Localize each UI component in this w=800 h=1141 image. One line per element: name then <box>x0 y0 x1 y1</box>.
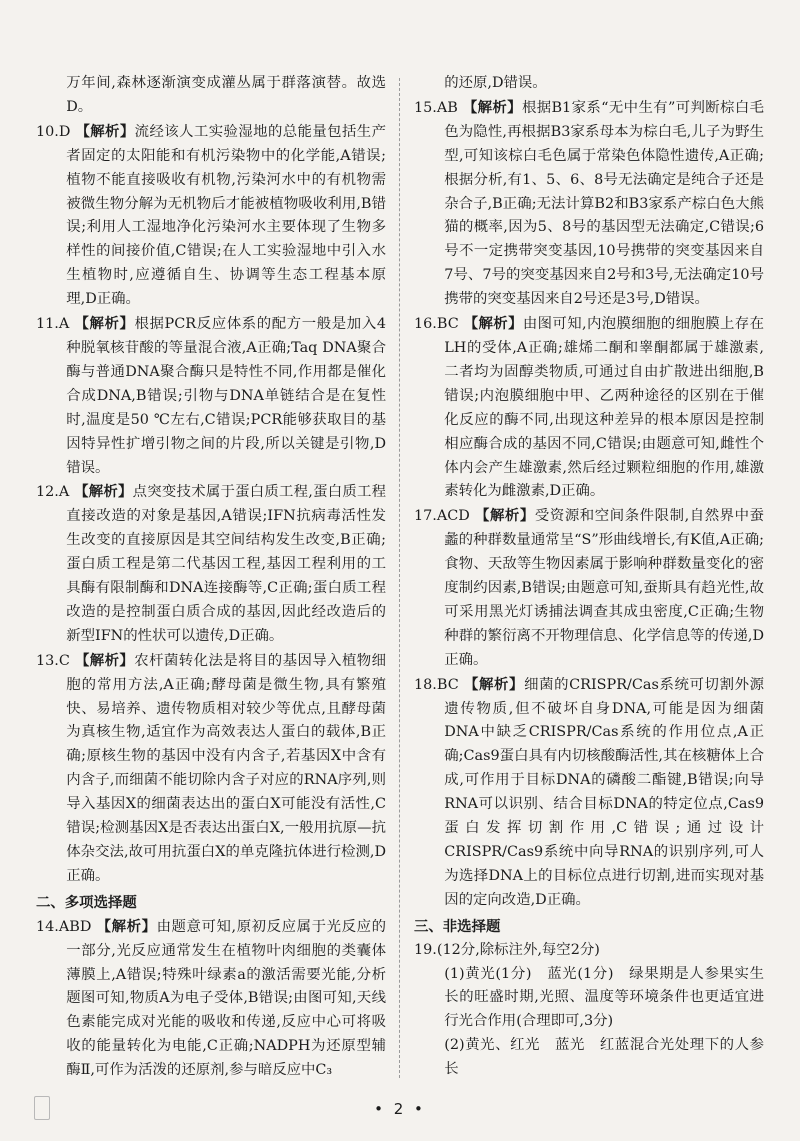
answer-item <box>36 120 386 312</box>
analysis-tag: 【解析】 <box>74 315 135 333</box>
analysis-tag: 【解析】 <box>96 917 157 935</box>
answer-text: 农杆菌转化法是将目的基因导入植物细胞的常用方法,A正确;酵母菌是微生物,具有繁殖快、易培养、遗传物质相对较少等优点,且酵母菌为真核生物,适宜作为高效表达人蛋白的载体,B正确;原核生物的基因中没有内含子,若基因X中含有内含子,而细菌不能切除内含子对应的RNA序列,则导入基因X的细菌表达出的蛋白X可能没有活性,C错误;检测基因X是否表达出蛋白X,一般用抗原—抗体杂交法,故可用抗蛋白X的单克隆抗体进行检测,D正确。 <box>66 652 386 884</box>
answer-number: 14.ABD <box>36 918 92 935</box>
answer-text: 细菌的CRISPR/Cas系统可切割外源遗传物质,但不破坏自身DNA,可能是因为细菌DNA中缺乏CRISPR/Cas系统的作用位点,A正确;Cas9蛋白具有内切核酸酶活性,其在核糖体上合成,可作用于目标DNA的磷酸二酯键,B错误;向导RNA可以识别、结合目标DNA的特定位点,Cas9蛋白发挥切割作用,C错误;通过设计CRISPR/Cas9系统中向导RNA的识别序列,可人为选择DNA上的目标位点进行切割,进而实现对基因的定向改造,D正确。 <box>444 676 765 908</box>
answer-text: 由题意可知,原初反应属于光反应的一部分,光反应通常发生在植物叶肉细胞的类囊体薄膜上,A错误;特殊叶绿素a的激活需要光能,分析题图可知,物质A为电子受体,B错误;由图可知,天线色素能完成对光能的吸收和传递,反应中心可将吸收的能量转化为电能,C正确;NADPH为还原型辅酶Ⅱ,可作为活泼的还原剂,参与暗反应中C₃ <box>66 918 386 1079</box>
right-column <box>414 72 764 1082</box>
answer-number: 16.BC <box>414 316 459 333</box>
analysis-tag: 【解析】 <box>75 122 135 140</box>
analysis-tag: 【解析】 <box>463 675 525 693</box>
answer-text: 流经该人工实验湿地的总能量包括生产者固定的太阳能和有机污染物中的化学能,A错误;植物不能直接吸收有机物,污染河水中的有机物需被微生物分解为无机物后才能被植物吸收利用,B错误;利用人工湿地净化污染河水主要体现了生物多样性的间接价值,C错误;在人工实验湿地中引入水生植物时,应遵循自生、协调等生态工程基本原理,D正确。 <box>66 123 386 308</box>
analysis-tag: 【解析】 <box>74 483 133 501</box>
answer-number: 18.BC <box>414 676 459 693</box>
answer-number: 13.C <box>36 652 70 669</box>
answer-item <box>414 312 764 504</box>
answer-number: 12.A <box>36 484 70 501</box>
answer-item <box>36 915 386 1083</box>
answer-number: 11.A <box>36 316 70 333</box>
answer-item <box>414 673 764 913</box>
question-header: 19.(12分,除标注外,每空2分) <box>414 941 600 958</box>
column-divider <box>399 78 400 1078</box>
section-heading: 三、非选择题 <box>414 917 501 935</box>
continuation-text: 的还原,D错误。 <box>444 75 547 91</box>
section-heading: 二、多项选择题 <box>36 893 137 911</box>
answer-number: 15.AB <box>414 99 458 116</box>
answer-item <box>36 312 386 480</box>
answer-item <box>414 504 764 672</box>
answer-number: 10.D <box>36 123 71 140</box>
answer-text: 受资源和空间条件限制,自然界中蚕蠡的种群数量通常呈“S”形曲线增长,有K值,A正确;食物、天敌等生物因素属于影响种群数量变化的密度制约因素,B错误;由题意可知,蚕斯具有趋光性,故可采用黑光灯诱捕法调查其成虫密度,C正确;生物种群的繁衍离不开物理信息、化学信息等的传递,D正确。 <box>444 508 764 668</box>
answer-text: 根据B1家系“无中生有”可判断棕白毛色为隐性,再根据B3家系母本为棕白毛,儿子为野生型,可知该棕白毛色属于常染色体隐性遗传,A正确;根据分析,有1、5、6、8号无法确定是纯合子还是杂合子,B正确;无法计算B2和B3家系产棕白色大熊猫的概率,因为5、8号的基因型无法确定,C错误;6号不一定携带突变基因,10号携带的突变基因来自7号、7号的突变基因来自2号和3号,无法确定10号携带的突变基因来自2号还是3号,D错误。 <box>444 99 764 308</box>
continuation-text: 万年间,森林逐渐演变成灌丛属于群落演替。故选D。 <box>66 75 386 115</box>
analysis-tag: 【解析】 <box>463 315 523 333</box>
answer-item <box>414 96 764 312</box>
answer-text: 点突变技术属于蛋白质工程,蛋白质工程直接改造的对象是基因,A错误;IFN抗病毒活性发生改变的直接原因是其空间结构发生改变,B正确;蛋白质工程是第二代基因工程,基因工程利用的工具酶有限制酶和DNA连接酶等,C正确;蛋白质工程改造的是控制蛋白质合成的基因,因此经改造后的新型IFN的性状可以遗传,D正确。 <box>66 484 387 644</box>
analysis-tag: 【解析】 <box>474 507 535 525</box>
page-number: • 2 • <box>374 1100 426 1118</box>
analysis-tag: 【解析】 <box>462 98 522 116</box>
answer-number: 17.ACD <box>414 508 470 525</box>
answer-text: 由图可知,内泡膜细胞的细胞膜上存在LH的受体,A正确;雄烯二酮和睾酮都属于雄激素,二者均为固醇类物质,可通过自由扩散进出细胞,B错误;内泡膜细胞中甲、乙两种途径的区别在于催化反应的酶不同,出现这种差异的根本原因是控制相应酶合成的基因不同,C错误;由题意可知,雌性个体内会产生雄激素,然后经过颗粒细胞的作用,雄激素转化为雌激素,D正确。 <box>444 316 764 500</box>
answer-item <box>36 480 386 648</box>
sub-answer: (1)黄光(1分) 蓝光(1分) 绿果期是人参果实生长的旺盛时期,光照、温度等环境条件也更适宜进行光合作用(合理即可,3分) <box>444 965 764 1030</box>
analysis-tag: 【解析】 <box>74 651 135 669</box>
sub-answer: (2)黄光、红光 蓝光 红蓝混合光处理下的人参长 <box>444 1037 764 1078</box>
answer-text: 根据PCR反应体系的配方一般是加入4种脱氧核苷酸的等量混合液,A正确;Taq DNA聚合酶与普通DNA聚合酶只是特性不同,作用都是催化合成DNA,B错误;引物与DNA单链结合是在复性时,温度是50 ℃左右,C错误;PCR能够获取目的基因特异性扩增引物之间的片段,所以关键是引物,D错误。 <box>66 316 386 476</box>
left-column <box>36 72 386 1083</box>
answer-item <box>36 649 386 889</box>
